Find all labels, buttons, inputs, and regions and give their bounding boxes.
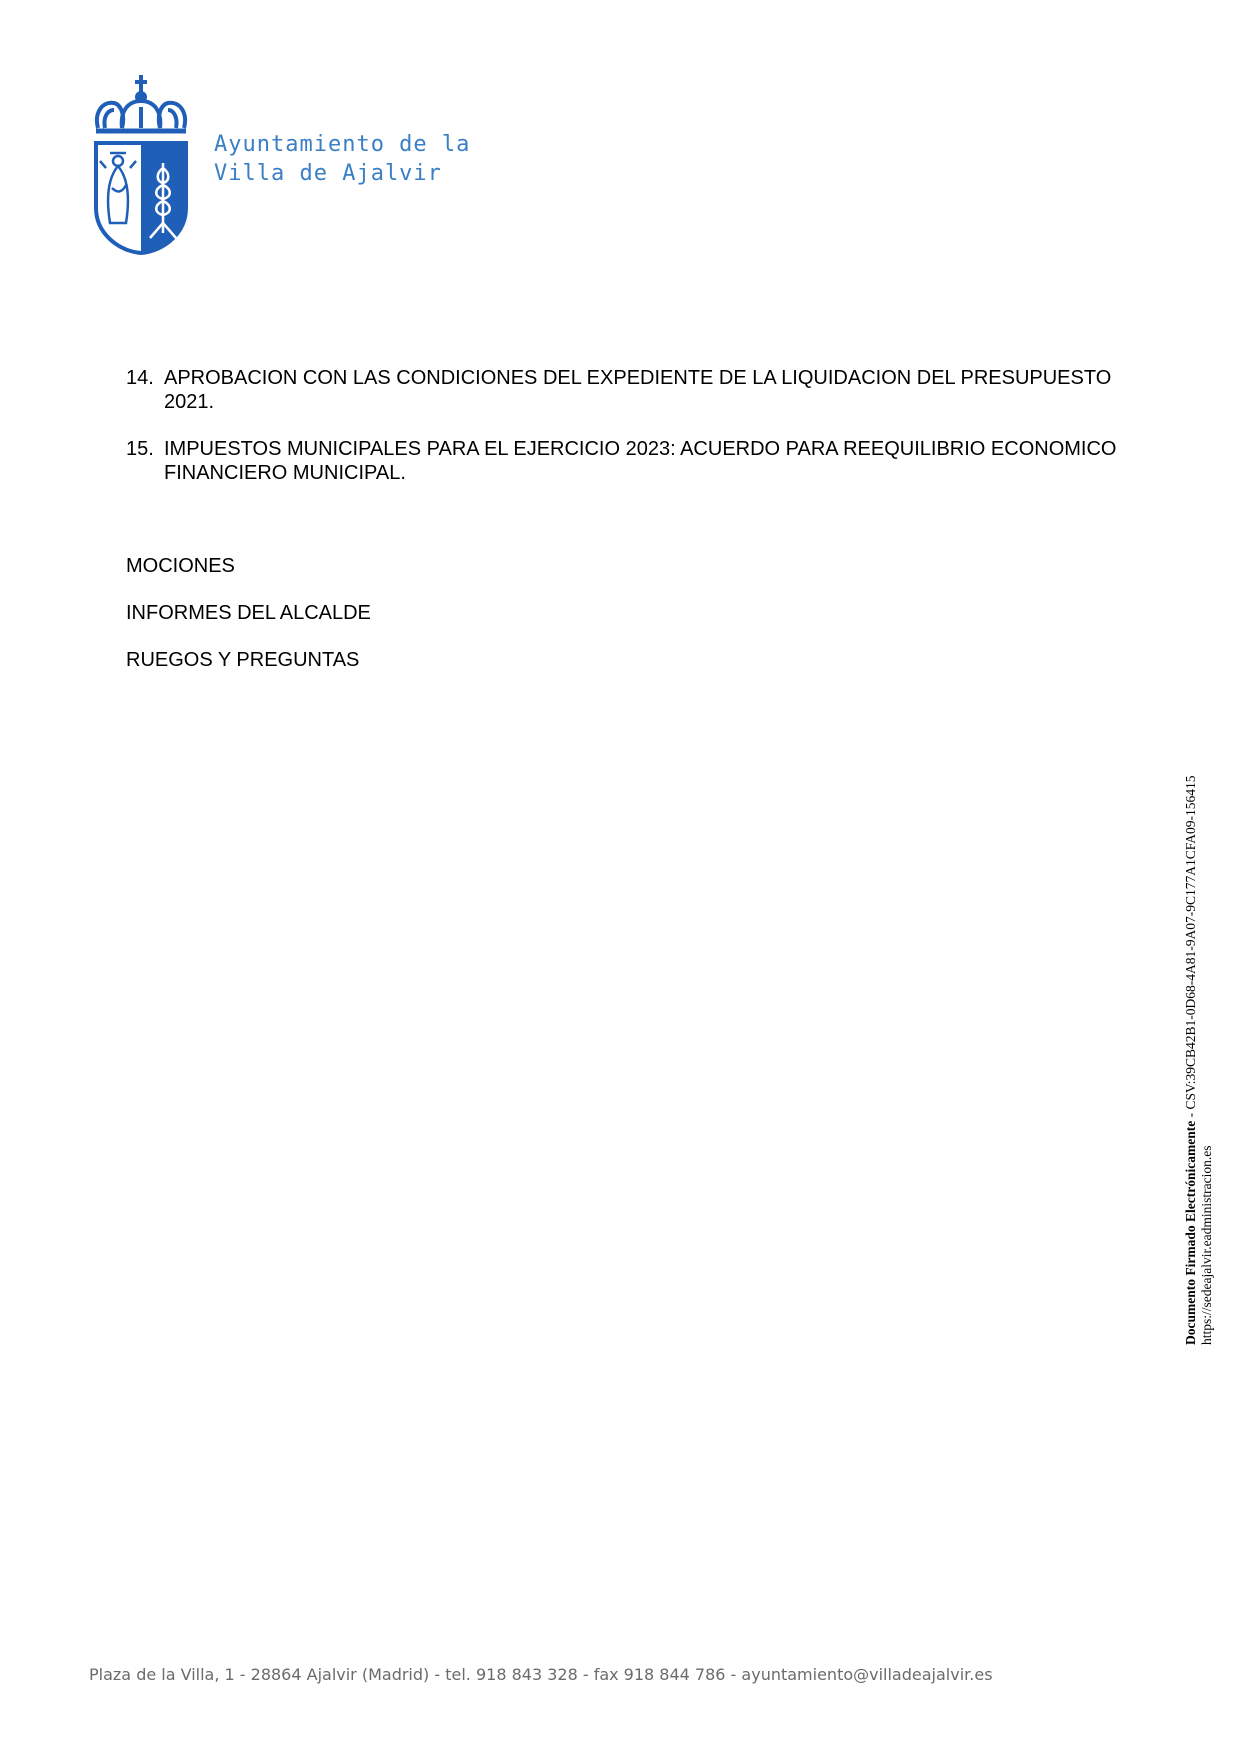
org-name-line1: Ayuntamiento de la xyxy=(214,132,471,157)
electronic-signature-stamp xyxy=(1183,776,1215,1345)
agenda-item-text: APROBACION CON LAS CONDICIONES DEL EXPEDIENTE DE LA LIQUIDACION DEL PRESUPUESTO 2021. xyxy=(164,367,1112,413)
agenda-item-number: 15. xyxy=(126,438,154,460)
organization-name xyxy=(214,130,470,188)
coat-of-arms-icon xyxy=(92,73,190,255)
agenda-item-14 xyxy=(126,366,1166,414)
agenda-item-number: 14. xyxy=(126,367,154,389)
org-name-line2: Villa de Ajalvir xyxy=(214,161,442,186)
agenda-item-15 xyxy=(126,437,1166,485)
agenda-list xyxy=(126,366,1166,508)
stamp-csv: - CSV:39CB42B1-0D68-4A81-9A07-9C177A1CFA09-156415 xyxy=(1183,775,1198,1121)
agenda-item-text: IMPUESTOS MUNICIPALES PARA EL EJERCICIO 2023: ACUERDO PARA REEQUILIBRIO ECONOMICO FINANCIERO MUNICIPAL. xyxy=(164,438,1117,484)
stamp-line1 xyxy=(1183,776,1199,1345)
section-ruegos-preguntas: RUEGOS Y PREGUNTAS xyxy=(126,649,360,671)
stamp-url: https://sedeajalvir.eadministracion.es xyxy=(1199,1145,1214,1345)
page-footer: Plaza de la Villa, 1 - 28864 Ajalvir (Madrid) - tel. 918 843 328 - fax 918 844 786 - ayuntamiento@villadeajalvir.es xyxy=(89,1665,993,1684)
stamp-title: Documento Firmado Electrónicamente xyxy=(1183,1120,1198,1345)
section-mociones: MOCIONES xyxy=(126,555,235,577)
section-informes-alcalde: INFORMES DEL ALCALDE xyxy=(126,602,371,624)
